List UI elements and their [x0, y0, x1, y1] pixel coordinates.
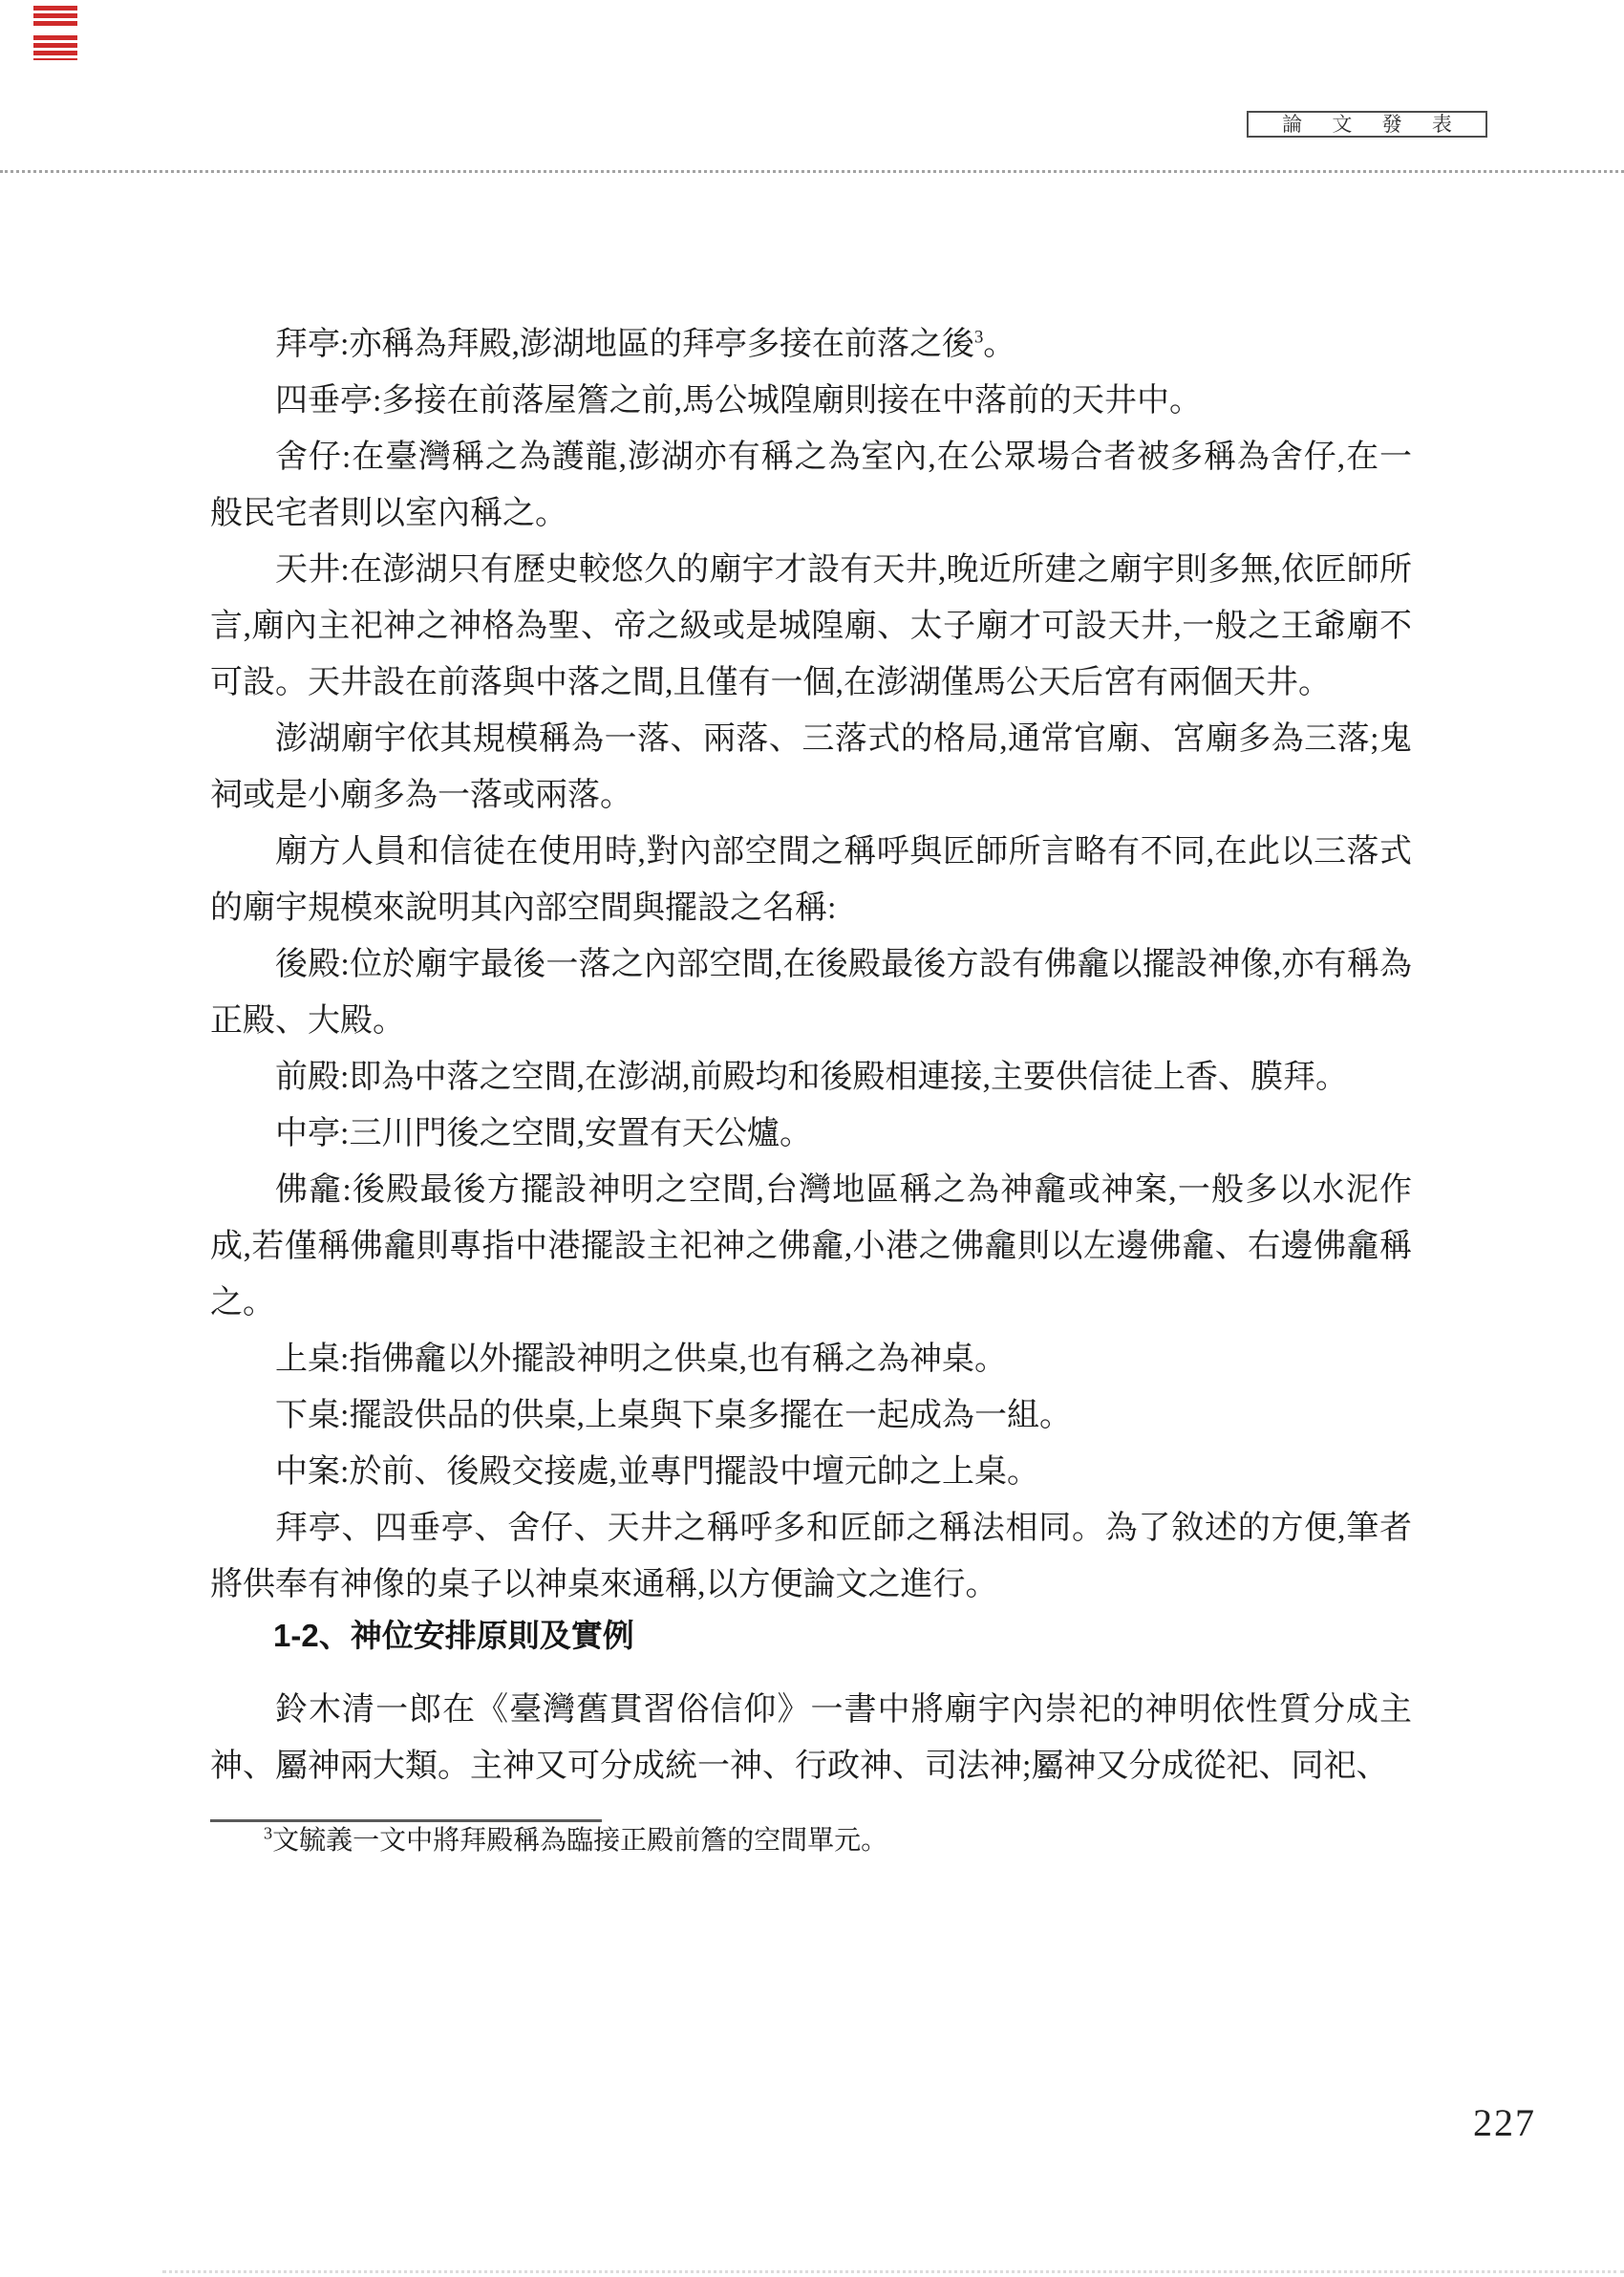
- body-paragraph-shezai: 舍仔:在臺灣稱之為護龍,澎湖亦有稱之為室內,在公眾場合者被多稱為舍仔,在一般民宅者則以室內稱之。: [210, 440, 1412, 531]
- body-paragraph-zhongting: 中亭:三川門後之空間,安置有天公爐。: [275, 1116, 812, 1151]
- footnote-body: 文毓義一文中將拜殿稱為臨接正殿前簷的空間單元。: [272, 1826, 888, 1856]
- body-paragraph-qiandian: 前殿:即為中落之空間,在澎湖,前殿均和後殿相連接,主要供信徒上香、膜拜。: [275, 1060, 1348, 1095]
- page-number: 227: [1473, 2101, 1536, 2144]
- body-paragraph-baiting: [210, 316, 1412, 373]
- body-paragraph-fokan: 佛龕:後殿最後方擺設神明之空間,台灣地區稱之為神龕或神案,一般多以水泥作成,若僅稱佛龕則專指中港擺設主祀神之佛龕,小港之佛龕則以左邊佛龕、右邊佛龕稱之。: [210, 1172, 1412, 1321]
- footnote-ref-3: 3: [973, 327, 984, 348]
- body-paragraph-sichuiting: 四垂亭:多接在前落屋簷之前,馬公城隍廟則接在中落前的天井中。: [275, 383, 1202, 419]
- body-paragraph-xiazhuo: 下桌:擺設供品的供桌,上桌與下桌多擺在一起成為一組。: [275, 1398, 1072, 1433]
- section-heading: 1-2、神位安排原則及實例: [273, 1618, 634, 1653]
- paper-session-label: 論 文 發 表: [1282, 112, 1464, 136]
- body-paragraph-zhongan: 中案:於前、後殿交接處,並專門擺設中壇元帥之上桌。: [275, 1454, 1039, 1490]
- red-scan-mark: [33, 35, 77, 60]
- footnote-text-3: [210, 1822, 1412, 1860]
- red-scan-marks: [33, 6, 77, 69]
- footnote-number: 3: [264, 1823, 273, 1843]
- paragraph-text: 拜亭:亦稱為拜殿,澎湖地區的拜亭多接在前落之後: [275, 327, 974, 362]
- red-scan-mark: [33, 6, 77, 27]
- body-paragraph-shangzhuo: 上桌:指佛龕以外擺設神明之供桌,也有稱之為神桌。: [275, 1342, 1007, 1377]
- body-paragraph-tianjing: 天井:在澎湖只有歷史較悠久的廟宇才設有天井,晚近所建之廟宇則多無,依匠師所言,廟內主祀神之神格為聖、帝之級或是城隍廟、太子廟才可設天井,一般之王爺廟不可設。天井設在前落與中落之間,且僅有一個,在澎湖僅馬公天后宮有兩個天井。: [210, 552, 1412, 700]
- paragraph-text: 。: [983, 327, 1016, 362]
- document-body: [210, 316, 1412, 1860]
- body-paragraph-summary: 拜亭、四垂亭、舍仔、天井之稱呼多和匠師之稱法相同。為了敘述的方便,筆者將供奉有神像的桌子以神桌來通稱,以方便論文之進行。: [210, 1511, 1412, 1602]
- body-paragraph-suzuki: 鈴木清一郎在《臺灣舊貫習俗信仰》一書中將廟宇內崇祀的神明依性質分成主神、屬神兩大類。主神又可分成統一神、行政神、司法神;屬神又分成從祀、同祀、: [210, 1692, 1412, 1784]
- body-paragraph-naming-intro: 廟方人員和信徒在使用時,對內部空間之稱呼與匠師所言略有不同,在此以三落式的廟宇規模來說明其內部空間與擺設之名稱:: [210, 834, 1412, 926]
- paper-session-label-box: [1247, 111, 1487, 138]
- top-dotted-divider: [0, 170, 1624, 173]
- body-paragraph-temple-scale: 澎湖廟宇依其規模稱為一落、兩落、三落式的格局,通常官廟、宮廟多為三落;鬼祠或是小廟多為一落或兩落。: [210, 721, 1412, 813]
- bottom-dotted-line: [162, 2270, 1624, 2273]
- body-paragraph-houdian: 後殿:位於廟宇最後一落之內部空間,在後殿最後方設有佛龕以擺設神像,亦有稱為正殿、大殿。: [210, 947, 1412, 1039]
